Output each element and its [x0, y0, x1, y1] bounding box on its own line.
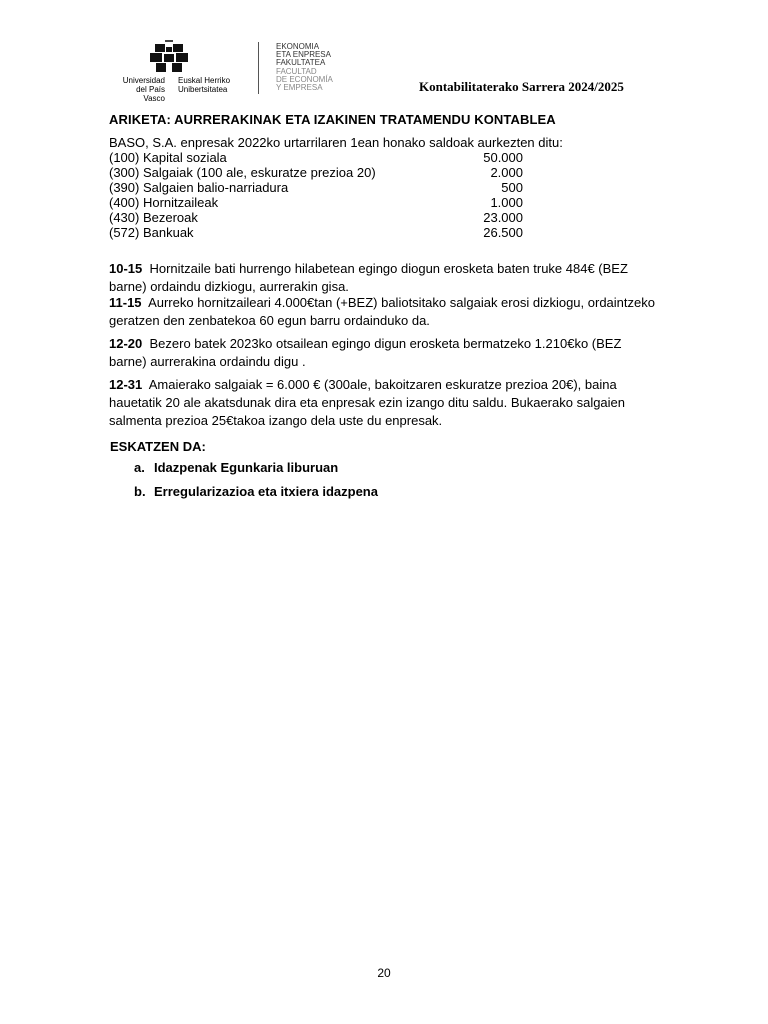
journal-entry	[109, 376, 659, 430]
entry-date: 11-15	[109, 295, 142, 310]
balance-value: 500	[501, 180, 523, 195]
balance-row	[109, 210, 523, 225]
entry-text: Amaierako salgaiak = 6.000 € (300ale, bakoitzaren eskuratze prezioa 20€), baina hauetatik 20 ale akatsdunak dira eta enpresak ezin izango ditu saldu. Bukaerako salgaien salmenta prezioa 25€takoa izango dela uste du enpresak.	[109, 377, 626, 428]
faculty-name-es: FACULTAD DE ECONOMÍA Y EMPRESA	[276, 67, 333, 92]
header-divider	[258, 42, 259, 94]
balance-value: 26.500	[483, 225, 523, 240]
journal-entry	[109, 260, 659, 296]
balance-row	[109, 180, 523, 195]
balance-value: 1.000	[490, 195, 523, 210]
page-number: 20	[377, 966, 391, 980]
balance-row	[109, 195, 523, 210]
requests-title: ESKATZEN DA:	[110, 439, 206, 454]
upv-ehu-logo-icon	[148, 40, 190, 74]
request-item	[134, 484, 378, 499]
request-letter: a.	[134, 460, 145, 475]
balance-value: 2.000	[490, 165, 523, 180]
balance-label: (400) Hornitzaileak	[109, 195, 219, 210]
page-header	[0, 0, 768, 103]
request-letter: b.	[134, 484, 146, 499]
exercise-intro: BASO, S.A. enpresak 2022ko urtarrilaren 1ean honako saldoak aurkezten ditu:	[109, 135, 563, 150]
balance-label: (430) Bezeroak	[109, 210, 198, 225]
balance-label: (300) Salgaiak (100 ale, eskuratze prezioa 20)	[109, 165, 376, 180]
balance-label: (390) Salgaien balio-narriadura	[109, 180, 289, 195]
course-title: Kontabilitaterako Sarrera 2024/2025	[419, 79, 624, 94]
entry-text: Bezero batek 2023ko otsailean egingo digun erosketa bermatzeko 1.210€ko (BEZ barne) aurrerakina ordaindu digu .	[109, 336, 622, 369]
entry-date: 12-31	[109, 377, 143, 392]
exercise-title: ARIKETA: AURRERAKINAK ETA IZAKINEN TRATAMENDU KONTABLEA	[109, 112, 556, 127]
journal-entry	[109, 335, 659, 371]
balance-row	[109, 165, 523, 180]
entry-date: 10-15	[109, 261, 143, 276]
balance-list	[109, 150, 523, 240]
entry-date: 12-20	[109, 336, 143, 351]
request-text: Idazpenak Egunkaria liburuan	[154, 460, 339, 475]
university-name-eu: Euskal Herriko Unibertsitatea	[178, 76, 231, 94]
entry-text: Hornitzaile bati hurrengo hilabetean egingo diogun erosketa baten truke 484€ (BEZ barne) ordaindu dizkiogu, aurrerakin gisa.	[109, 261, 628, 294]
faculty-name-eu: EKONOMIA ETA ENPRESA FAKULTATEA	[276, 42, 331, 67]
balance-row	[109, 150, 523, 165]
balance-label: (572) Bankuak	[109, 225, 194, 240]
university-name-es: Universidad del País Vasco	[122, 76, 165, 103]
request-item	[134, 460, 338, 475]
request-text: Erregularizazioa eta itxiera idazpena	[154, 484, 378, 499]
balance-label: (100) Kapital soziala	[109, 150, 227, 165]
balance-value: 23.000	[483, 210, 523, 225]
balance-row	[109, 225, 523, 240]
balance-value: 50.000	[483, 150, 523, 165]
entry-text: Aurreko hornitzaileari 4.000€tan (+BEZ) baliotsitako salgaiak erosi dizkiogu, ordaintzeko geratzen den zenbatekoa 60 egun barru ordainduko da.	[109, 295, 655, 328]
journal-entry	[109, 294, 659, 330]
